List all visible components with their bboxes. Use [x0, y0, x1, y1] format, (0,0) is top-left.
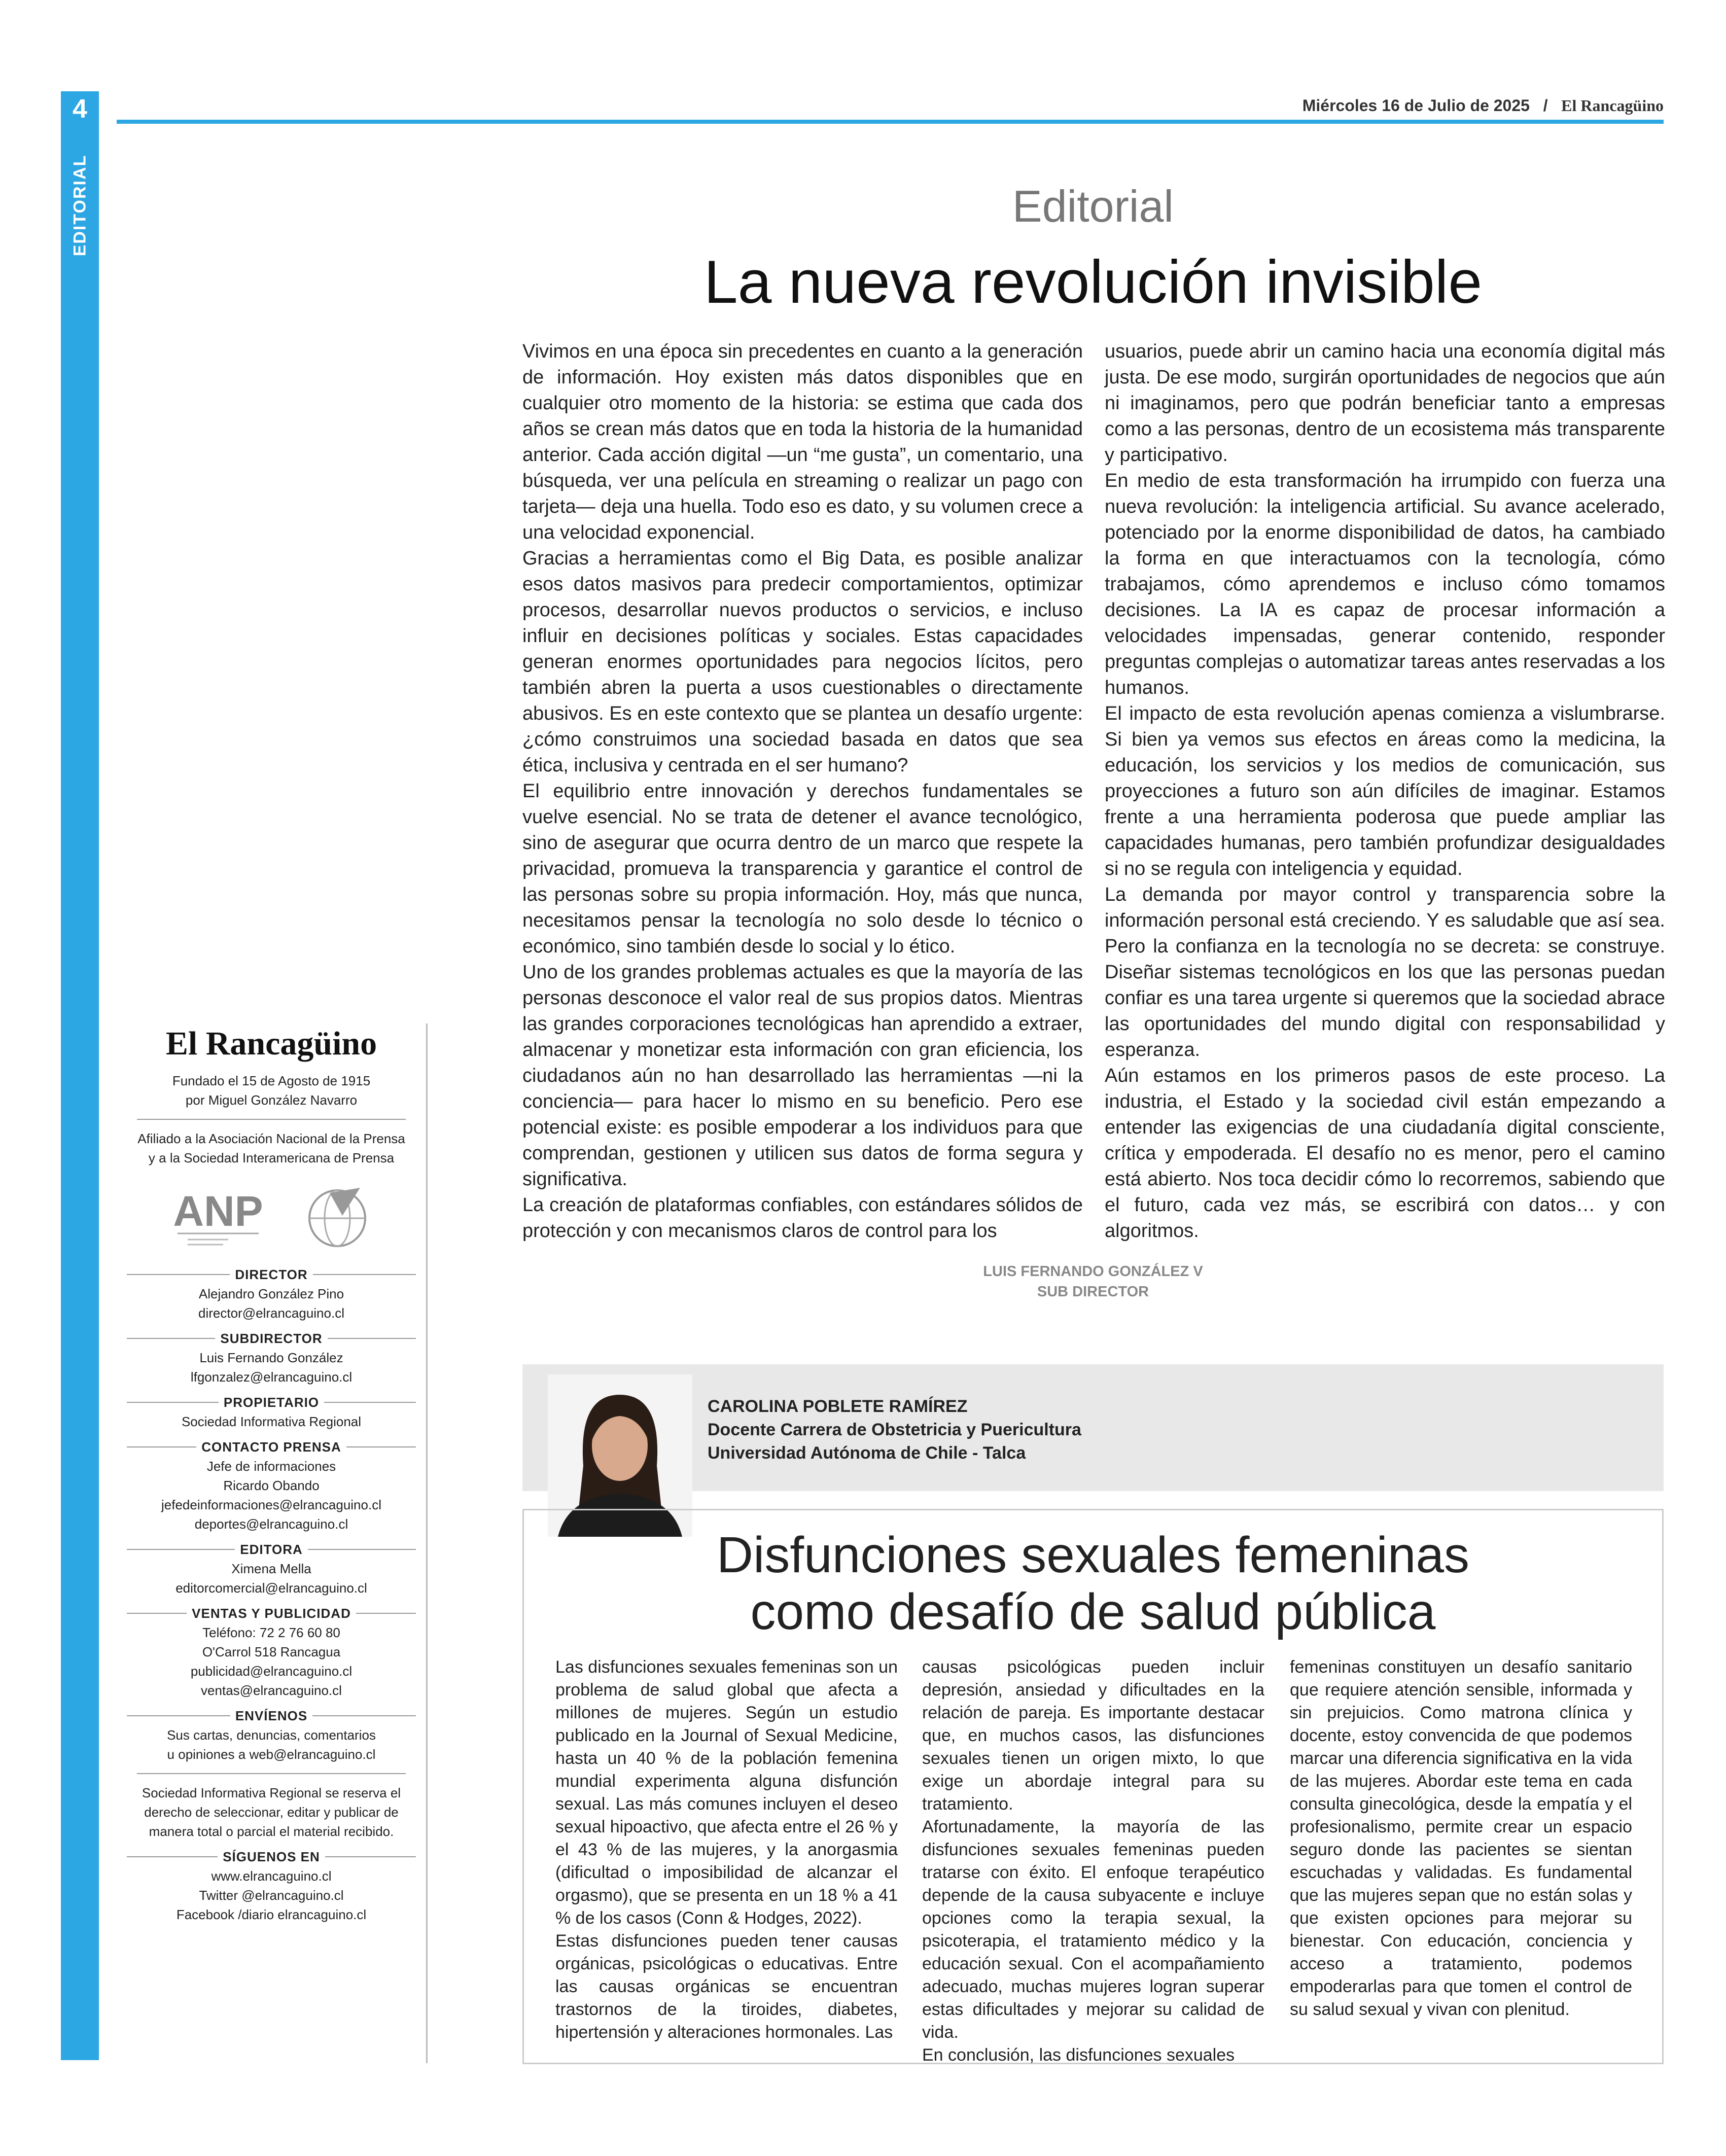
staff-email: director@elrancaguino.cl	[198, 1305, 344, 1321]
send-line: Sus cartas, denuncias, comentarios	[167, 1727, 376, 1743]
byline-name: LUIS FERNANDO GONZÁLEZ V	[983, 1263, 1203, 1280]
paragraph: Aún estamos en los primeros pasos de este proceso. La industria, el Estado y la sociedad civil están empezando a entender las exigencias de una ciudadanía digital consciente, crítica y empoderada. El desafío no es menor, pero el camino está abierto. Nos toca decidir cómo lo recorremos, sabiendo que el futuro, cada vez más, se escribirá con datos… y con algoritmos.	[1105, 1065, 1665, 1242]
rights-line: manera total o parcial el material recibido.	[149, 1824, 394, 1839]
paper-name: El Rancagüino	[1561, 96, 1664, 115]
follow-twitter: Twitter @elrancaguino.cl	[199, 1888, 344, 1903]
contact-address: O'Carrol 518 Rancagua	[202, 1644, 341, 1659]
title-line: Disfunciones sexuales femeninas	[716, 1527, 1470, 1583]
founded-line: por Miguel González Navarro	[185, 1092, 358, 1108]
paragraph: La creación de plataformas confiables, con estándares sólidos de protección y con mecanismos claros de control para los	[522, 1194, 1083, 1242]
masthead-section-title: CONTACTO PRENSA	[127, 1437, 416, 1457]
title-line: como desafío de salud pública	[750, 1583, 1436, 1640]
editorial-headline: La nueva revolución invisible	[703, 248, 1483, 316]
opinion-title	[522, 1527, 1664, 1640]
founded-line: Fundado el 15 de Agosto de 1915	[172, 1073, 371, 1088]
editorial-column-1	[522, 339, 1083, 1244]
opinion-column-2	[922, 1656, 1264, 2067]
opinion-column-1	[555, 1656, 898, 2044]
paragraph: Estas disfunciones pueden tener causas orgánicas, psicológicas o educativas. Entre las causas orgánicas se encuentran trastornos de la tiroides, diabetes, hipertensión y alteraciones hormonales. Las	[555, 1931, 898, 2042]
follow-facebook: Facebook /diario elrancaguino.cl	[176, 1907, 367, 1922]
columnist-panel	[522, 1364, 1664, 1491]
masthead-section-title: PROPIETARIO	[127, 1393, 416, 1412]
section-color-strip	[61, 91, 99, 2060]
paragraph: usuarios, puede abrir un camino hacia una economía digital más justa. De ese modo, surgirán oportunidades de negocios que aún ni imaginamos, pero que podrán beneficiar tanto a empresas como a las personas, dentro de un ecosistema más transparente y participativo.	[1105, 341, 1665, 466]
staff-email: jefedeinformaciones@elrancaguino.cl	[161, 1497, 381, 1512]
author-institution: Universidad Autónoma de Chile - Talca	[708, 1443, 1026, 1463]
masthead-section-title: ENVÍENOS	[127, 1706, 416, 1725]
page-number: 4	[73, 94, 87, 124]
paragraph: Las disfunciones sexuales femeninas son un problema de salud global que afecta a millones de mujeres. Según un estudio publicado en la Journal of Sexual Medicine, hasta un 40 % de la población femenina mundial experimenta alguna disfunción sexual. Las más comunes incluyen el deseo sexual hipoactivo, que afecta entre el 26 % y el 43 % de las mujeres, y la anorgasmia (dificultad o imposibilidad de alcanzar el orgasmo), que se presenta en un 18 % a 41 % de los casos (Conn & Hodges, 2022).	[555, 1657, 898, 1928]
sip-logo-icon	[299, 1178, 375, 1254]
paragraph: El impacto de esta revolución apenas comienza a vislumbrarse. Si bien ya vemos sus efectos en áreas como la medicina, la educación, los servicios y los medios de comunicación, sus proyecciones a futuro son aún difíciles de imaginar. Estamos frente a una herramienta poderosa que puede ampliar las capacidades humanas, pero también profundizar desigualdades si no se regula con inteligencia y equidad.	[1105, 703, 1665, 879]
masthead-section-title: SÍGUENOS EN	[127, 1847, 416, 1866]
paragraph: femeninas constituyen un desafío sanitario que requiere atención sensible, informada y sin prejuicios. Como matrona clínica y docente, estoy convencida de que podemos marcar una diferencia significativa en la vida de las mujeres. Abordar este tema en cada consulta ginecológica, desde la empatía y el profesionalismo, permite crear un espacio seguro donde las pacientes se sientan escuchadas y validadas. Es fundamental que las mujeres sepan que no están solas y que existen opciones para mejorar su bienestar. Con educación, conciencia y acceso a tratamiento, podemos empoderarlas para que tomen el control de su salud sexual y vivan con plenitud.	[1290, 1657, 1632, 2019]
masthead-section-title: VENTAS Y PUBLICIDAD	[127, 1604, 416, 1623]
staff-email: ventas@elrancaguino.cl	[201, 1683, 342, 1698]
paragraph: Afortunadamente, la mayoría de las disfunciones sexuales femeninas pueden tratarse con éxito. El enfoque terapéutico depende de la causa subyacente e incluye opciones como la terapia sexual, la psicoterapia, el tratamiento médico y la educación sexual. Con el acompañamiento adecuado, muchas mujeres logran superar estas dificultades y mejorar su calidad de vida.	[922, 1817, 1264, 2042]
paragraph: causas psicológicas pueden incluir depresión, ansiedad y dificultades en la relación de pareja. Es importante destacar que, en muchos casos, las disfunciones sexuales tienen un origen mixto, lo que exige un abordaje integral para su tratamiento.	[922, 1657, 1264, 1814]
author-info	[708, 1395, 1081, 1465]
paragraph: En medio de esta transformación ha irrumpido con fuerza una nueva revolución: la inteligencia artificial. Su avance acelerado, potenciado por la enorme disponibilidad de datos, ha cambiado la forma en que interactuamos con la tecnología, cómo trabajamos, cómo aprendemos e incluso cómo tomamos decisiones. La IA es capaz de procesar información a velocidades impensadas, generar contenido, responder preguntas complejas o automatizar tareas antes reservadas a los humanos.	[1105, 470, 1665, 698]
svg-text:ANP: ANP	[173, 1187, 263, 1235]
staff-email: publicidad@elrancaguino.cl	[190, 1664, 353, 1679]
opinion-column-3	[1290, 1656, 1632, 2021]
affiliation-line: y a la Sociedad Interamericana de Prensa	[148, 1150, 395, 1165]
section-label: EDITORIAL	[70, 154, 89, 257]
paragraph: Uno de los grandes problemas actuales es que la mayoría de las personas desconoce el valor real de sus propios datos. Mientras las grandes corporaciones tecnológicas han aprendido a extraer, almacenar y monetizar esta información con gran eficiencia, los ciudadanos aún no han desarrollado las herramientas —ni la conciencia— para hacer lo mismo en su beneficio. Pero ese potencial existe: es posible empoderar a los individuos para que comprendan, gestionen y utilicen sus datos de forma segura y significativa.	[522, 962, 1083, 1190]
author-role: Docente Carrera de Obstetricia y Puericultura	[708, 1420, 1081, 1439]
staff-email: editorcomercial@elrancaguino.cl	[175, 1580, 367, 1596]
editorial-column-2	[1105, 339, 1665, 1244]
author-name: CAROLINA POBLETE RAMÍREZ	[708, 1397, 968, 1416]
issue-date: Miércoles 16 de Julio de 2025	[1302, 96, 1530, 115]
paragraph: Gracias a herramientas como el Big Data, es posible analizar esos datos masivos para predecir comportamientos, optimizar procesos, desarrollar nuevos productos o servicios, e incluso influir en decisiones políticas y sociales. Estas capacidades generan enormes oportunidades para negocios lícitos, pero también abren la puerta a usos cuestionables o directamente abusivos. Es en este contexto que se plantea un desafío urgente: ¿cómo construimos una sociedad basada en datos que sea ética, inclusiva y centrada en el ser humano?	[522, 548, 1083, 776]
staff-email: lfgonzalez@elrancaguino.cl	[190, 1369, 353, 1385]
header-meta: Miércoles 16 de Julio de 2025 / El Rancagüino	[1302, 96, 1664, 115]
send-line: u opiniones a web@elrancaguino.cl	[167, 1747, 376, 1762]
rights-line: derecho de seleccionar, editar y publicar de	[144, 1805, 399, 1820]
staff-email: deportes@elrancaguino.cl	[194, 1516, 348, 1532]
divider	[137, 1773, 406, 1774]
staff-name: Alejandro González Pino	[198, 1286, 344, 1301]
follow-web: www.elrancaguino.cl	[211, 1868, 332, 1884]
affiliation-logos	[127, 1173, 416, 1259]
staff-name: Ricardo Obando	[223, 1478, 320, 1493]
byline-role: SUB DIRECTOR	[1037, 1284, 1149, 1300]
rights-line: Sociedad Informativa Regional se reserva el	[142, 1785, 401, 1800]
paragraph: Vivimos en una época sin precedentes en cuanto a la generación de información. Hoy existen más datos disponibles que en cualquier otro momento de la historia: se estima que cada dos años se crean más datos que en toda la historia de la humanidad anterior. Cada acción digital —un “me gusta”, un comentario, una búsqueda, ver una película en streaming o realizar un pago con tarjeta— deja una huella. Todo eso es dato, y su volumen crece a una velocidad exponencial.	[522, 341, 1083, 543]
staff-name: Ximena Mella	[231, 1561, 311, 1576]
masthead-section-title: DIRECTOR	[127, 1265, 416, 1284]
paragraph: La demanda por mayor control y transparencia sobre la información personal está creciendo. Y es saludable que así sea. Pero la confianza en la tecnología no se decreta: se construye. Diseñar sistemas tecnológicos en los que las personas puedan confiar es una tarea urgente si queremos que la sociedad abrace las oportunidades del mundo digital con responsabilidad y esperanza.	[1105, 884, 1665, 1061]
masthead-box	[117, 1023, 428, 2063]
affiliation-line: Afiliado a la Asociación Nacional de la Prensa	[137, 1131, 405, 1146]
editorial-byline	[522, 1261, 1664, 1302]
staff-name: Luis Fernando González	[199, 1350, 343, 1365]
staff-role: Jefe de informaciones	[206, 1459, 336, 1474]
divider	[137, 1119, 406, 1120]
masthead-section-title: SUBDIRECTOR	[127, 1329, 416, 1348]
contact-phone: Teléfono: 72 2 76 60 80	[202, 1625, 340, 1640]
header-rule	[117, 120, 1664, 124]
anp-logo-icon	[167, 1178, 269, 1254]
masthead-logo: El Rancagüino	[165, 1025, 377, 1062]
paragraph: El equilibrio entre innovación y derechos fundamentales se vuelve esencial. No se trata de detener el avance tecnológico, sino de asegurar que ocurra dentro de un marco que respete la privacidad, promueva la transparencia y garantice el control de las personas sobre su propia información. Hoy, más que nunca, necesitamos pensar la tecnología no solo desde lo técnico o económico, sino también desde lo social y lo ético.	[522, 781, 1083, 957]
masthead-section-title: EDITORA	[127, 1540, 416, 1559]
editorial-kicker: Editorial	[1012, 181, 1174, 231]
paragraph: En conclusión, las disfunciones sexuales	[922, 2045, 1235, 2065]
staff-name: Sociedad Informativa Regional	[181, 1414, 362, 1429]
